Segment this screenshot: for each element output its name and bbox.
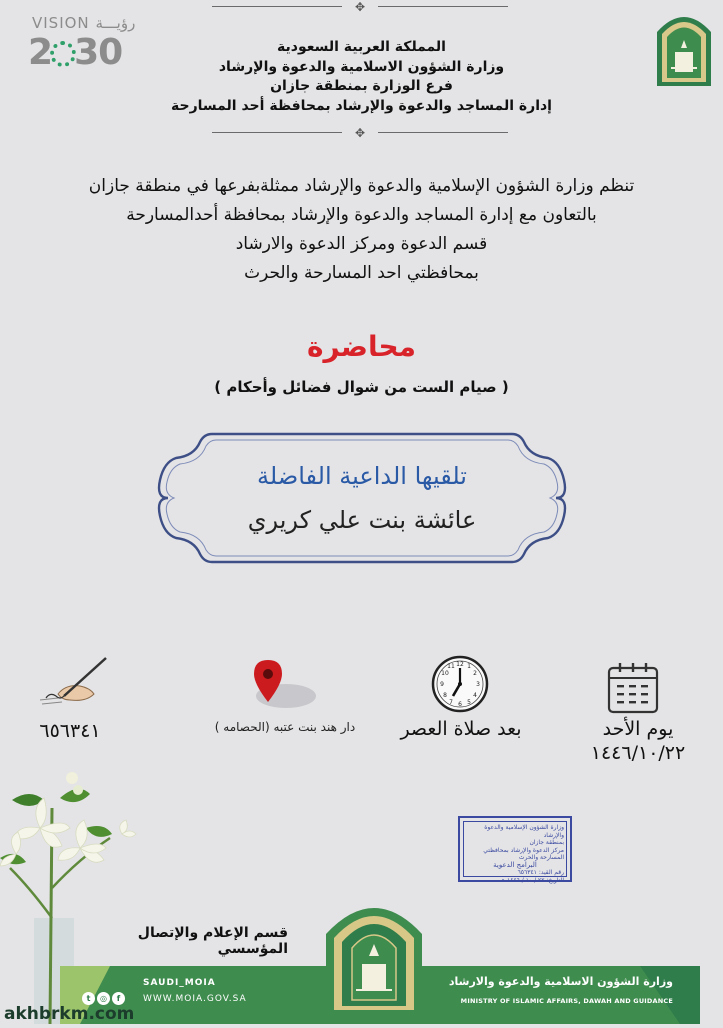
header-line-branch: فرع الوزارة بمنطقة جازان [270, 78, 453, 94]
vision-year-b: 30 [74, 32, 123, 73]
twitter-icon[interactable]: t [82, 992, 95, 1005]
day-label: يوم الأحد [602, 718, 674, 740]
official-stamp [458, 816, 572, 882]
svg-text:10: 10 [441, 670, 449, 677]
stamp-line: مركز الدعوة والإرشاد بمحافظتي المسارحة والحرث [483, 846, 564, 861]
svg-text:5: 5 [467, 699, 471, 706]
intro-line: بالتعاون مع إدارة المساجد والدعوة والإرشاد بمحافظة أحدالمسارحة [126, 205, 597, 225]
presenter-name: عائشة بنت علي كريري [247, 506, 477, 534]
pen-writing-icon [36, 654, 112, 712]
facebook-icon[interactable]: f [112, 992, 125, 1005]
svg-text:9: 9 [440, 681, 444, 688]
svg-text:6: 6 [458, 701, 462, 708]
vision-year-a: 2 [28, 32, 53, 73]
vision-2030-logo [28, 12, 148, 72]
header-line-department: إدارة المساجد والدعوة والإرشاد بمحافظة أحد المسارحة [171, 97, 552, 114]
svg-text:8: 8 [443, 692, 447, 699]
clock-icon [430, 654, 490, 714]
intro-line: قسم الدعوة ومركز الدعوة والارشاد [235, 234, 488, 254]
stamp-line: بمنطقة جازان [529, 839, 564, 846]
media-department-label: قسم الإعلام والإتصال المؤسسي [137, 925, 288, 957]
location-pin-icon [248, 656, 318, 712]
social-icons [82, 986, 142, 1003]
top-ornament: ✥ [212, 0, 508, 14]
svg-text:7: 7 [449, 699, 453, 706]
svg-text:11: 11 [447, 663, 455, 670]
footer-contact [143, 978, 343, 1004]
svg-text:1: 1 [467, 663, 471, 670]
stamp-line: رقم القيد: ٦٥٦٣٤١ [517, 869, 564, 876]
ministry-emblem-icon [653, 8, 715, 88]
presenter-frame [152, 428, 572, 568]
watermark: akhbrkm.com [4, 1004, 135, 1024]
vision-dotted-circle [50, 41, 76, 67]
intro-paragraph [60, 172, 663, 288]
social-handle[interactable]: SAUDI_MOIA [143, 978, 216, 988]
svg-text:4: 4 [473, 692, 477, 699]
website-link[interactable]: WWW.MOIA.GOV.SA [143, 994, 247, 1004]
place-label: دار هند بنت عتبه (الحصامه ) [214, 720, 356, 734]
svg-text:3: 3 [476, 681, 480, 688]
decorative-frame [152, 428, 572, 568]
vision-label: VISION [32, 14, 90, 32]
svg-text:2: 2 [473, 670, 477, 677]
header-line-country: المملكة العربية السعودية [277, 39, 446, 55]
ministry-name-english: MINISTRY OF ISLAMIC AFFAIRS, DAWAH AND GUIDANCE [460, 997, 673, 1005]
ministry-name-arabic: وزارة الشؤون الاسلامية والدعوة والارشاد [448, 975, 673, 988]
calendar-icon [606, 660, 660, 716]
intro-line: بمحافظتي احد المسارحة والحرث [244, 263, 479, 283]
stamp-line: البرامج الدعوية [493, 860, 537, 869]
lecture-topic: ( صيام الست من شوال فضائل وأحكام ) [214, 378, 509, 396]
presenter-label: تلقيها الداعية الفاضلة [257, 462, 467, 490]
svg-text:12: 12 [456, 661, 464, 668]
vision-ar-label: رؤيـــة [95, 14, 136, 32]
header-lines [150, 38, 573, 116]
stamp-line: وزارة الشؤون الإسلامية والدعوة والإرشاد [484, 824, 564, 839]
header-ornament: ✥ [212, 126, 508, 140]
time-label: بعد صلاة العصر [400, 718, 522, 740]
intro-line: تنظم وزارة الشؤون الإسلامية والدعوة والإرشاد ممثلةبفرعها في منطقة جازان [88, 176, 635, 196]
instagram-icon[interactable]: ◎ [97, 992, 110, 1005]
phone-label: ٦٥٦٣٤١ [39, 720, 101, 742]
lecture-title: محاضرة [306, 330, 417, 363]
header-line-ministry: وزارة الشؤون الاسلامية والدعوة والإرشاد [218, 58, 505, 75]
stamp-line: التاريخ: ٢٢ / ١٠ / ١٤٤٦ هـ [500, 876, 564, 884]
date-label: ١٤٤٦/١٠/٢٢ [590, 742, 686, 764]
